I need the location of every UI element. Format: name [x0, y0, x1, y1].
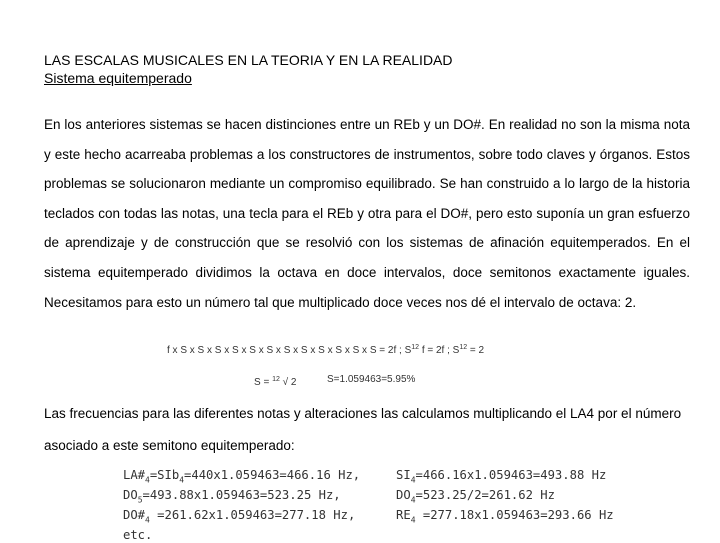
- note-octave: 4: [179, 475, 185, 485]
- frequency-row: [123, 508, 360, 528]
- note-name: etc.: [123, 527, 153, 542]
- note-octave: 4: [410, 495, 416, 505]
- frequency-row: [123, 468, 360, 488]
- note-name: DO: [396, 487, 411, 502]
- document-subtitle: Sistema equitemperado: [44, 70, 192, 86]
- formula-part: f = 2f ; S: [419, 345, 460, 356]
- formula-part: f x S x S x S x S x S x S x S x S x S x S x S x S = 2f ; S: [167, 345, 412, 356]
- document-title: LAS ESCALAS MUSICALES EN LA TEORIA Y EN LA REALIDAD: [44, 52, 453, 68]
- formula-part: S =: [254, 377, 273, 388]
- formula-root-index: 12: [272, 376, 280, 383]
- note-name: RE: [396, 507, 411, 522]
- formula-semitone-value: S=1.059463=5.95%: [327, 374, 416, 385]
- note-name: DO#: [123, 507, 146, 522]
- frequency-row: [396, 468, 614, 488]
- frequency-row: [396, 488, 614, 508]
- frequency-list-left: [123, 468, 360, 543]
- formula-semitone-product: [167, 342, 484, 357]
- note-name: DO: [123, 487, 138, 502]
- formula-root: [254, 374, 296, 389]
- frequency-text: =493.88x1.059463=523.25 Hz,: [142, 487, 341, 502]
- frequency-text: =440x1.059463=466.16 Hz,: [184, 468, 361, 482]
- frequency-text: =523.25/2=261.62 Hz: [415, 487, 555, 502]
- note-octave: 4: [145, 515, 150, 525]
- note-octave: 4: [410, 475, 416, 485]
- frequency-list-right: [396, 468, 614, 528]
- note-octave: 4: [145, 475, 150, 485]
- frequency-text: =277.18x1.059463=293.66 Hz: [415, 507, 614, 522]
- formula-exponent: 12: [459, 344, 468, 351]
- frequency-row: [123, 528, 360, 543]
- paragraph-frequencies: Las frecuencias para las diferentes notas y alteraciones las calculamos multiplicando el LA4 por el número asociado a este semitono equitemperado:: [44, 406, 682, 453]
- note-octave: 5: [137, 495, 143, 505]
- formula-exponent: 12: [411, 344, 420, 351]
- note-octave: 4: [410, 515, 416, 525]
- paragraph-equal-temperament: En los anteriores sistemas se hacen distinciones entre un REb y un DO#. En realidad no son la misma nota y este hecho acarreaba problemas a los constructores de instrumentos, sobre todo claves y órganos. Estos problemas se solucionaron mediante un compromiso equilibrado. Se han construido a lo largo de la historia teclados con todas las notas, una tecla para el REb y otra para el DO#, pero esto suponía un gran esfuerzo de aprendizaje y de construcción que se resolvió con los sistemas de afinación equitemperados. En el sistema equitemperado dividimos la octava en doce intervalos, doce semitonos exactamente iguales. Necesitamos para esto un número tal que multiplicado doce veces nos dé el intervalo de octava: 2.: [44, 117, 690, 310]
- frequency-row: [123, 488, 360, 508]
- note-name: LA#: [123, 468, 146, 482]
- frequency-row: [396, 508, 614, 528]
- formula-part: = 2: [467, 345, 485, 356]
- frequency-text: =261.62x1.059463=277.18 Hz,: [149, 507, 356, 522]
- frequency-text: =SIb: [149, 468, 180, 482]
- note-name: SI: [396, 468, 411, 482]
- frequency-text: =466.16x1.059463=493.88 Hz: [415, 468, 607, 482]
- formula-part: √ 2: [279, 377, 297, 388]
